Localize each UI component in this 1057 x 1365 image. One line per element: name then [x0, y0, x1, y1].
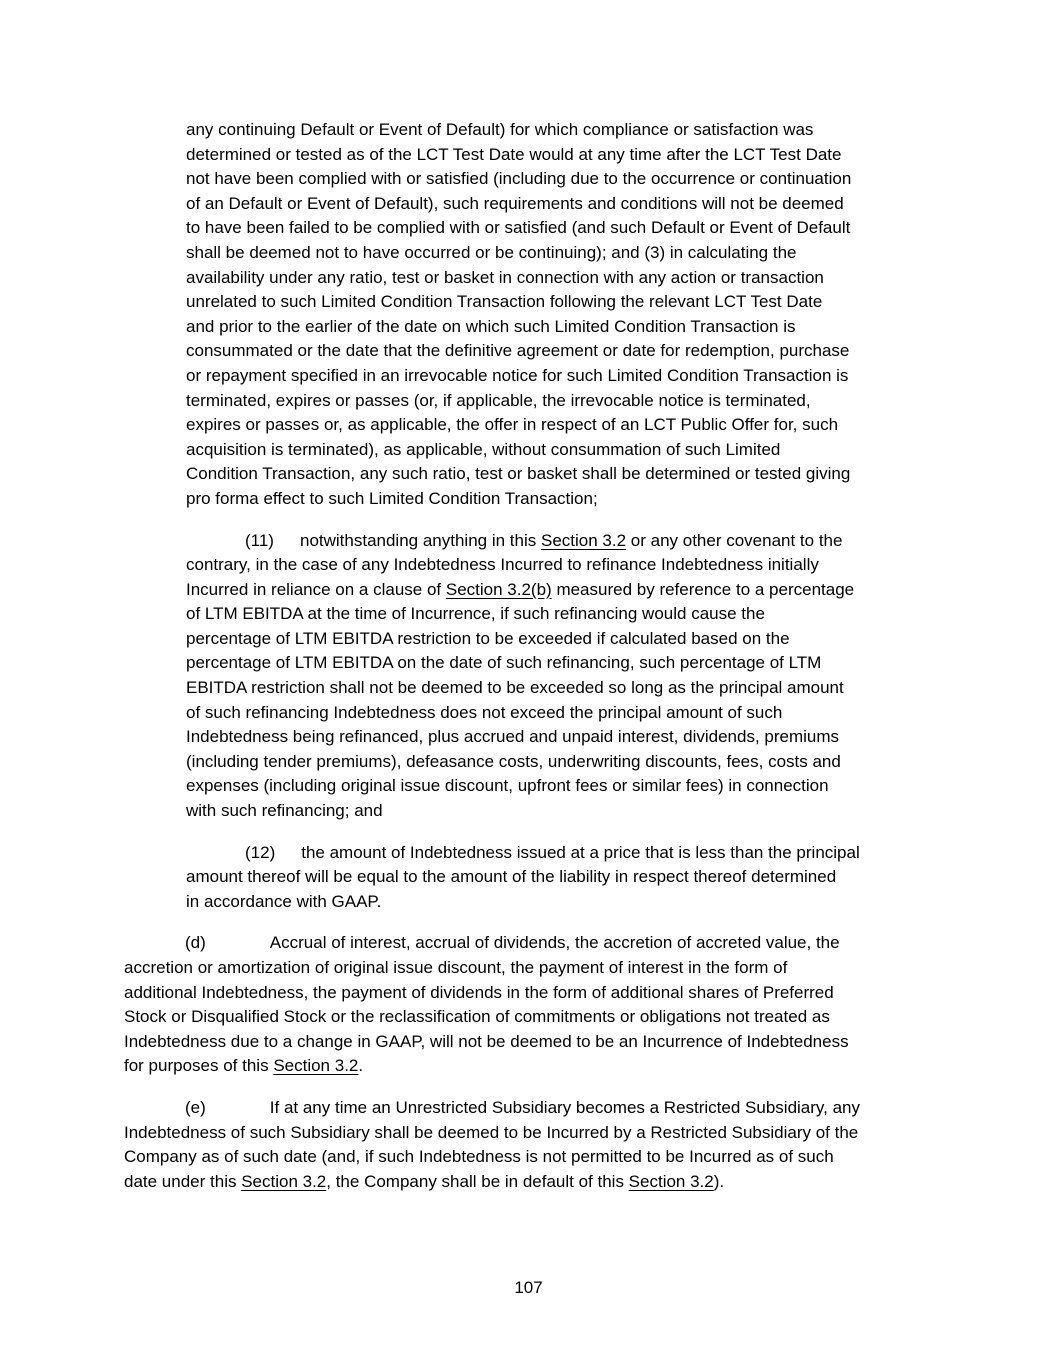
text-line: [124, 1096, 1017, 1121]
text-segment: .: [358, 1056, 364, 1076]
text-segment: percentage of LTM EBITDA restriction to be exceeded if calculated based on the: [186, 628, 790, 648]
text-line: [186, 118, 1017, 143]
text-line: [186, 701, 1017, 726]
item-12: [186, 841, 1017, 915]
text-segment: in accordance with GAAP.: [186, 891, 382, 911]
text-line: [186, 462, 1017, 487]
text-segment: Indebtedness due to a change in GAAP, will not be deemed to be an Incurrence of Indebtedness: [124, 1031, 849, 1051]
text-segment: any continuing Default or Event of Default) for which compliance or satisfaction was: [186, 120, 814, 139]
text-line: [186, 192, 1017, 217]
text-line: [186, 216, 1017, 241]
text-line: [186, 143, 1017, 168]
text-segment: to have been failed to be complied with or satisfied (and such Default or Event of Default: [186, 218, 851, 238]
text-segment: expenses (including original issue discount, upfront fees or similar fees) in connection: [186, 776, 829, 796]
text-line: [186, 865, 1017, 890]
text-segment: date under this: [124, 1171, 242, 1191]
text-segment: Indebtedness being refinanced, plus accrued and unpaid interest, dividends, premiums: [186, 727, 840, 747]
text-segment: EBITDA restriction shall not be deemed to be exceeded so long as the principal amount: [186, 678, 844, 698]
item-11: [186, 529, 1017, 824]
paragraph-d: [124, 931, 1017, 1079]
page-number: 107: [514, 1278, 543, 1297]
text-line: [186, 578, 1017, 603]
text-segment: additional Indebtedness, the payment of dividends in the form of additional shares of Preferred: [124, 982, 834, 1002]
text-line: [124, 1170, 1017, 1195]
text-line: [186, 413, 1017, 438]
text-line: [186, 339, 1017, 364]
text-segment: ).: [713, 1171, 725, 1191]
text-line: [186, 438, 1017, 463]
text-segment: (including tender premiums), defeasance costs, underwriting discounts, fees, costs and: [186, 751, 841, 771]
text-segment: pro forma effect to such Limited Condition Transaction;: [186, 488, 598, 508]
section-reference: Section 3.2: [241, 1171, 327, 1191]
section-reference: Section 3.2: [273, 1056, 359, 1076]
text-line: [124, 1121, 1017, 1146]
text-segment: , the Company shall be in default of this: [326, 1171, 629, 1191]
clause-continuation: [186, 118, 1017, 512]
text-segment: measured by reference to a percentage: [551, 579, 855, 599]
section-reference: Section 3.2: [628, 1171, 714, 1191]
text-segment: determined or tested as of the LCT Test Date would at any time after the LCT Test Date: [186, 144, 842, 164]
paragraph-label: (d): [185, 933, 206, 953]
text-segment: with such refinancing; and: [186, 801, 383, 821]
text-line: [186, 750, 1017, 775]
text-segment: acquisition is terminated), as applicable, without consummation of such Limited: [186, 439, 781, 459]
section-reference: Section 3.2: [540, 530, 627, 550]
text-line: [186, 627, 1017, 652]
text-segment: or repayment specified in an irrevocable notice for such Limited Condition Transaction is: [186, 365, 849, 385]
text-line: [186, 553, 1017, 578]
text-segment: Incurred in reliance on a clause of: [186, 579, 446, 599]
text-segment: or any other covenant to the: [626, 530, 843, 550]
text-line: [186, 529, 1017, 554]
text-line: [186, 364, 1017, 389]
text-line: [186, 487, 1017, 512]
text-segment: Stock or Disqualified Stock or the reclassification of commitments or obligations not treated as: [124, 1007, 830, 1027]
text-line: [186, 799, 1017, 824]
text-segment: unrelated to such Limited Condition Transaction following the relevant LCT Test Date: [186, 292, 823, 312]
text-segment: and prior to the earlier of the date on which such Limited Condition Transaction is: [186, 316, 796, 336]
text-segment: shall be deemed not to have occurred or be continuing); and (3) in calculating the: [186, 242, 797, 262]
text-line: [124, 1005, 1017, 1030]
text-segment: terminated, expires or passes (or, if applicable, the irrevocable notice is terminated,: [186, 390, 811, 410]
text-segment: contrary, in the case of any Indebtedness Incurred to refinance Indebtedness initially: [186, 555, 819, 575]
text-line: [186, 774, 1017, 799]
text-segment: availability under any ratio, test or basket in connection with any action or transaction: [186, 267, 824, 287]
text-line: [186, 389, 1017, 414]
text-segment: consummated or the date that the definitive agreement or date for redemption, purchase: [186, 341, 850, 361]
text-segment: the amount of Indebtedness issued at a price that is less than the principal: [301, 842, 860, 862]
text-segment: not have been complied with or satisfied (including due to the occurrence or continuation: [186, 169, 852, 189]
text-line: [186, 890, 1017, 915]
text-segment: expires or passes or, as applicable, the offer in respect of an LCT Public Offer for, such: [186, 415, 839, 435]
text-line: [124, 981, 1017, 1006]
text-segment: amount thereof will be equal to the amount of the liability in respect thereof determined: [186, 867, 837, 887]
section-reference: Section 3.2(b): [445, 579, 552, 599]
text-segment: notwithstanding anything in this: [299, 530, 541, 550]
paragraph-e: [124, 1096, 1017, 1194]
text-segment: If at any time an Unrestricted Subsidiary becomes a Restricted Subsidiary, any: [269, 1097, 861, 1117]
text-segment: Company as of such date (and, if such Indebtedness is not permitted to be Incurred as of such: [124, 1147, 834, 1167]
text-line: [124, 1054, 1017, 1079]
text-line: [186, 290, 1017, 315]
text-line: [186, 315, 1017, 340]
paragraph-label: (12): [245, 842, 276, 862]
text-line: [186, 725, 1017, 750]
text-line: [186, 841, 1017, 866]
text-line: [186, 676, 1017, 701]
text-line: [186, 266, 1017, 291]
text-segment: Accrual of interest, accrual of dividends, the accretion of accreted value, the: [269, 933, 840, 953]
text-segment: Condition Transaction, any such ratio, test or basket shall be determined or tested giving: [186, 464, 851, 484]
text-segment: accretion or amortization of original issue discount, the payment of interest in the form of: [124, 958, 788, 977]
text-line: [124, 956, 1017, 981]
text-segment: percentage of LTM EBITDA on the date of such refinancing, such percentage of LTM: [186, 653, 822, 673]
text-line: [186, 602, 1017, 627]
paragraph-label: (11): [245, 530, 274, 550]
text-segment: of such refinancing Indebtedness does not exceed the principal amount of such: [186, 702, 783, 722]
text-line: [186, 241, 1017, 266]
paragraph-label: (e): [185, 1097, 206, 1117]
text-segment: of an Default or Event of Default), such requirements and conditions will not be deemed: [186, 193, 844, 213]
text-segment: for purposes of this: [124, 1056, 274, 1076]
text-segment: Indebtedness of such Subsidiary shall be deemed to be Incurred by a Restricted Subsidiary of the: [124, 1122, 859, 1142]
text-line: [124, 1145, 1017, 1170]
text-line: [124, 1030, 1017, 1055]
text-line: [124, 931, 1017, 956]
text-segment: of LTM EBITDA at the time of Incurrence, if such refinancing would cause the: [186, 604, 765, 624]
text-line: [186, 651, 1017, 676]
text-line: [186, 167, 1017, 192]
